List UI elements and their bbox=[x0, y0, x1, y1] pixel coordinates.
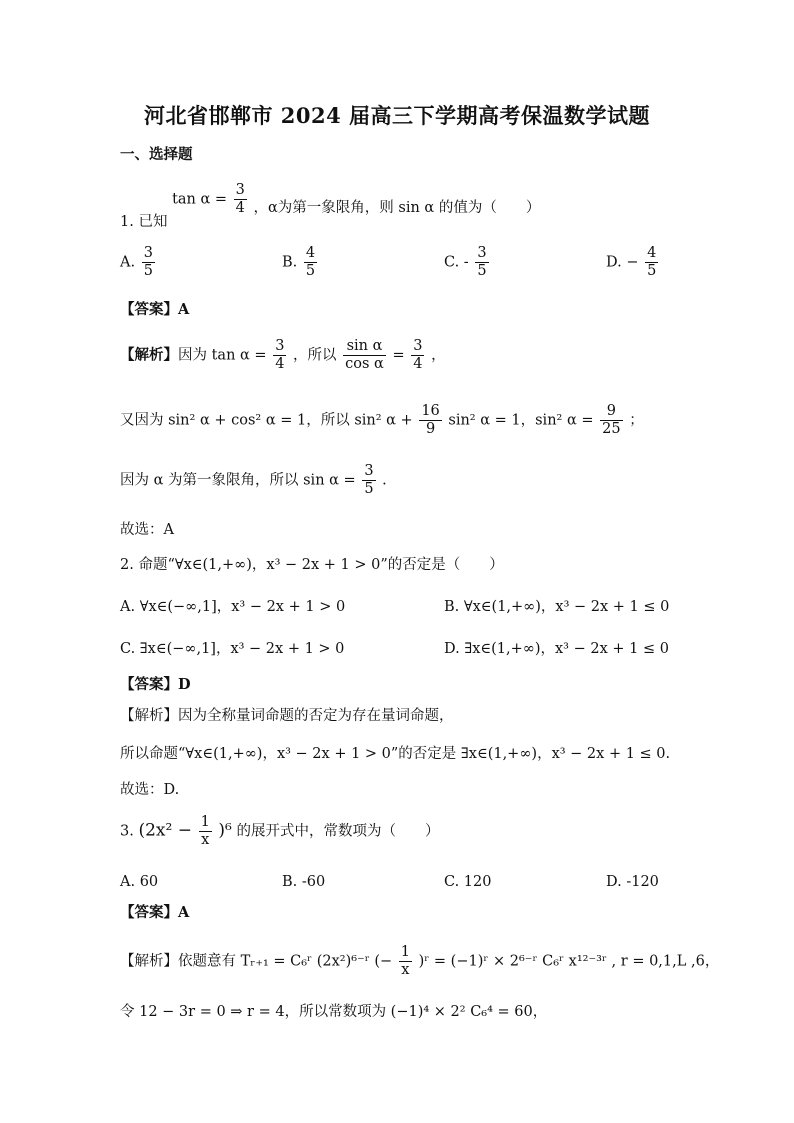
explanation-text: sin² α = 1，sin² α = bbox=[448, 412, 594, 429]
q1-tan-fraction bbox=[234, 182, 247, 217]
q2-answer: 【答案】D bbox=[120, 676, 191, 693]
q3-option-d: D. -120 bbox=[606, 874, 659, 890]
fraction-denominator: 5 bbox=[647, 263, 657, 279]
q3-option-b: B. -60 bbox=[282, 874, 326, 890]
fraction-denominator: cos α bbox=[345, 356, 384, 372]
explanation-text: . bbox=[382, 472, 387, 489]
explanation-text: 【解析】依题意有 Tᵣ₊₁ = C₆ʳ (2x²)⁶⁻ʳ (− bbox=[120, 953, 393, 970]
fraction-denominator: 4 bbox=[413, 356, 423, 372]
q3-explanation-line1 bbox=[120, 944, 719, 979]
q2-choose: 故选：D. bbox=[120, 782, 180, 798]
fraction-numerator: 4 bbox=[647, 245, 657, 261]
q3-answer: 【答案】A bbox=[120, 904, 190, 921]
binomial-exponent: )⁶ bbox=[218, 820, 232, 841]
explanation-text: 又因为 sin² α + cos² α = 1，所以 sin² α + bbox=[120, 412, 413, 429]
fraction-numerator: 3 bbox=[477, 245, 487, 261]
explanation-text: 因为 tan α = bbox=[178, 347, 267, 364]
fraction-denominator: x bbox=[201, 832, 210, 848]
option-label: C. - bbox=[444, 254, 469, 271]
explanation-fraction bbox=[343, 338, 386, 373]
fraction-numerator: 3 bbox=[235, 182, 245, 198]
fraction-numerator: 3 bbox=[413, 338, 423, 354]
fraction-numerator: 3 bbox=[143, 245, 153, 261]
q1-option-c bbox=[444, 245, 491, 280]
option-fraction bbox=[475, 245, 488, 280]
explanation-text: = bbox=[392, 347, 405, 364]
fraction-denominator: 9 bbox=[425, 421, 436, 437]
fraction-denominator: 4 bbox=[275, 356, 285, 372]
option-fraction bbox=[142, 245, 155, 280]
option-label: D. − bbox=[606, 254, 639, 271]
q1-explanation-line1 bbox=[120, 338, 446, 373]
q3-explanation-line2: 令 12 − 3r = 0 ⇒ r = 4，所以常数项为 (−1)⁴ × 2² C₆⁴ = 60， bbox=[120, 1004, 548, 1020]
question-text: 的展开式中，常数项为（ ） bbox=[236, 823, 440, 840]
fraction-denominator: 5 bbox=[364, 481, 374, 497]
fraction-denominator: 25 bbox=[602, 421, 621, 437]
explanation-fraction bbox=[273, 338, 286, 373]
question-number: 3. bbox=[120, 823, 134, 840]
q2-stem: 2. 命题“∀x∈(1,+∞)，x³ − 2x + 1 > 0”的否定是（ ） bbox=[120, 557, 504, 573]
q2-explanation-line1: 【解析】因为全称量词命题的否定为存在量词命题， bbox=[120, 708, 454, 724]
fraction-numerator: 16 bbox=[421, 403, 440, 419]
fraction-numerator: 4 bbox=[305, 245, 316, 261]
fraction-denominator: 4 bbox=[235, 200, 245, 216]
q1-explanation-line3 bbox=[120, 463, 387, 498]
explanation-fraction bbox=[419, 403, 441, 438]
explanation-label: 【解析】 bbox=[120, 346, 178, 364]
q1-stem bbox=[120, 182, 541, 230]
option-label: B. bbox=[282, 254, 298, 271]
explanation-text: ； bbox=[629, 412, 644, 429]
fraction-denominator: 5 bbox=[143, 263, 153, 279]
option-fraction bbox=[645, 245, 658, 280]
fraction-numerator: 1 bbox=[400, 944, 410, 960]
fraction-numerator: 3 bbox=[364, 463, 374, 479]
explanation-text: 因为 α 为第一象限角，所以 sin α = bbox=[120, 472, 356, 489]
explanation-text: ， bbox=[431, 347, 446, 364]
q1-option-d bbox=[606, 245, 660, 280]
q1-option-b bbox=[282, 245, 319, 280]
fraction-numerator: 1 bbox=[200, 814, 210, 830]
q3-option-a: A. 60 bbox=[120, 874, 159, 890]
fraction-denominator: 5 bbox=[305, 263, 316, 279]
option-label: A. bbox=[120, 254, 136, 271]
option-fraction bbox=[304, 245, 317, 280]
document-title: 河北省邯郸市 2024 届高三下学期高考保温数学试题 bbox=[143, 103, 651, 128]
section-heading: 一、选择题 bbox=[120, 146, 193, 163]
fraction-numerator: sin α bbox=[343, 338, 386, 356]
q3-option-c: C. 120 bbox=[444, 874, 492, 890]
fraction-denominator: 5 bbox=[477, 263, 487, 279]
fraction-denominator: x bbox=[401, 962, 410, 978]
explanation-fraction bbox=[600, 403, 622, 438]
q1-option-a bbox=[120, 245, 157, 280]
explanation-fraction bbox=[362, 463, 375, 498]
q1-body: ，α为第一象限角，则 sin α 的值为（ ） bbox=[253, 199, 541, 216]
q2-explanation-line2: 所以命题“∀x∈(1,+∞)，x³ − 2x + 1 > 0”的否定是 ∃x∈(1,+∞)，x³ − 2x + 1 ≤ 0. bbox=[120, 746, 671, 762]
q2-option-a: A. ∀x∈(−∞,1]，x³ − 2x + 1 > 0 bbox=[120, 599, 346, 615]
q1-answer: 【答案】A bbox=[120, 301, 190, 318]
q1-explanation-line2 bbox=[120, 403, 644, 438]
q2-option-b: B. ∀x∈(1,+∞)，x³ − 2x + 1 ≤ 0 bbox=[444, 599, 670, 615]
q2-option-d: D. ∃x∈(1,+∞)，x³ − 2x + 1 ≤ 0 bbox=[444, 641, 669, 657]
fraction-numerator: 3 bbox=[275, 338, 285, 354]
q1-prefix: 1. 已知 bbox=[120, 213, 168, 230]
q3-stem bbox=[120, 814, 439, 849]
q2-option-c: C. ∃x∈(−∞,1]，x³ − 2x + 1 > 0 bbox=[120, 641, 345, 657]
q1-choose: 故选：A bbox=[120, 522, 174, 538]
fraction-numerator: 9 bbox=[600, 403, 622, 421]
explanation-text: )ʳ = (−1)ʳ × 2⁶⁻ʳ C₆ʳ x¹²⁻³ʳ , r = 0,1,L ,6， bbox=[418, 953, 720, 970]
explanation-fraction bbox=[399, 944, 412, 979]
q1-tan-expr: tan α = bbox=[172, 191, 228, 208]
binomial-fraction bbox=[199, 814, 212, 849]
explanation-text: ，所以 bbox=[293, 347, 337, 364]
binomial-expression: (2x² − bbox=[138, 820, 192, 841]
explanation-fraction bbox=[411, 338, 424, 373]
